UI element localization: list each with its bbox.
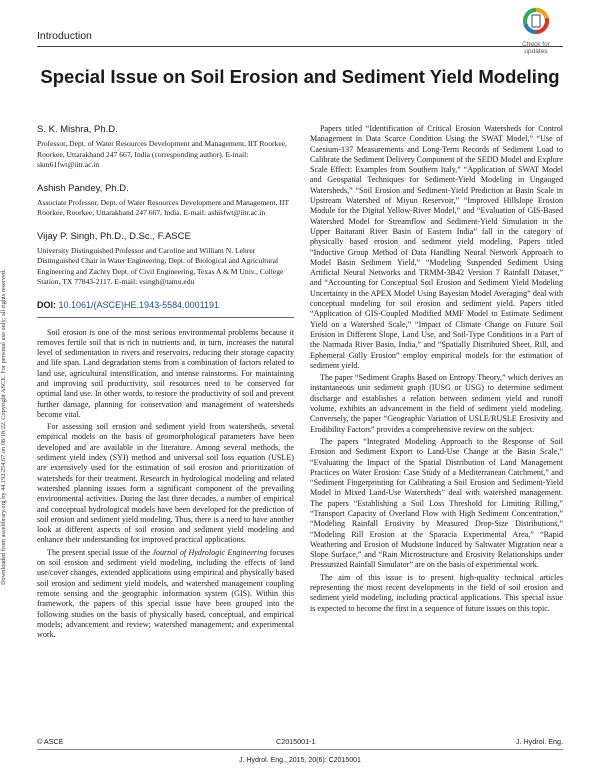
journal-name: Journal of Hydrologic Engineering (152, 547, 268, 557)
body-paragraph: For assessing soil erosion and sediment yield from watersheds, several empirical models on the basis of geomorphological parameters have been developed and are available in the literature. Among several methods, the sediment yield index (SYI) method and universal soil loss equation (USLE) are extensively used for the estimation of soil erosion and prioritization of watersheds for their treatment. Research in hydrological modeling and related watershed planning issues form a significant component of the prevailing environmental activities. During the last three decades, a number of empirical and conceptual hydrological models have been developed for the prediction of soil erosion and sediment yield modeling. Thus, there is a need to have another look at different aspects of soil erosion and sediment yield modeling and enhance their understanding for improved practical applications. (37, 422, 294, 545)
footer-journal: J. Hydrol. Eng. (515, 737, 563, 746)
author-name: Vijay P. Singh, Ph.D., D.Sc., F.ASCE (37, 230, 191, 242)
badge-line2: updates (524, 48, 548, 55)
check-updates-icon (521, 6, 551, 36)
left-column (37, 124, 294, 640)
footer-copyright: © ASCE (37, 737, 64, 746)
badge-line1: Check for (522, 41, 550, 48)
footer-page-id: C2015001-1 (276, 737, 316, 746)
doi-label: DOI: (37, 299, 56, 310)
section-label: Introduction (37, 30, 92, 42)
author-block (37, 183, 294, 219)
body-paragraph: Soil erosion is one of the most serious environmental problems because it removes fertile soil that is rich in nutrients and, in turn, increases the natural level of sedimentation in rivers and reservoirs, reducing their storage capacity and life span. Land degradation stems from a combination of factors related to land use, agricultural intensification, and intense rainstorms. For maintaining and improving soil productivity, soil resources need to be conserved for optimal land use. In other words, to restore the productivity of soil and prevent further damage, planning for conservation and management of watersheds become vital. (37, 327, 294, 419)
right-column (310, 124, 563, 614)
footer-citation: J. Hydrol. Eng., 2015, 20(6): C2015001 (239, 757, 361, 764)
body-paragraph (37, 548, 294, 641)
body-paragraph: Papers titled “Identification of Critical Erosion Watersheds for Control Management in Data Scarce Condition Using the SWAT Model,” “Use of Caesium-137 Measurements and Long-Term Records of Sediment Load to Calibrate the Sediment Delivery Component of the SEDD Model and Explore Scale Effect: Examples from Southern Italy,” “Application of SWAT Model and Geospatial Techniques for Sediment-Yield Modeling in Ungauged Watersheds,” “Soil Erosion and Sediment-Yield Prediction at Basin Scale in Upstream Watershed of Miyun Reservoir,” “Improved Hillslope Erosion Module for the Digital Yellow-River Model,” and “Evaluation of GIS-Based Watershed Model for Streamflow and Sediment-Yield Simulation in the Upper Baitarani River Basin of Eastern India” fall in the category of physically based erosion and sediment yield modeling. Papers titled “Inductive Group Method of Data Handling Neural Network Approach to Model Basin Sediment Yield,” “Modeling Suspended Sediment Using Artificial Neural Networks and TRMM-3B42 Version 7 Rainfall Dataset,” and “Accounting for Conceptual Soil Erosion and Sediment Yield Modeling Uncertainty in the APEX Model Using Bayesian Model Averaging” deal with conceptual modeling for soil erosion and sediment yield. Papers titled “Application of GIS-Coupled Modified MMF Model to Estimate Sediment Yield on a Watershed Scale,” “Impact of Climate Change on Future Soil Erosion in Different Slope, Land Use, and Soil-Type Conditions in a Part of the Narmada River Basin, India,” and “Spatially Distributed Sheet, Rill, and Ephemeral Gully Erosion” employ empirical models for the estimation of sediment yield. (310, 124, 563, 370)
doi-rule (37, 317, 294, 318)
author-name: S. K. Mishra, Ph.D. (37, 124, 118, 135)
footer-rule (37, 749, 563, 750)
doi-link[interactable]: 10.1061/(ASCE)HE.1943-5584.0001191 (58, 299, 219, 310)
page-title: Special Issue on Soil Erosion and Sediment Yield Modeling (40, 66, 560, 87)
body-paragraph: The paper “Sediment Graphs Based on Entropy Theory,” which derives an instantaneous unit sediment graph (IUSG or USG) to determine sediment discharge and establishes a relation between sediment yield and runoff volume, exhibits an advancement in the field of sediment yield modeling. Conversely, the paper “Geographic Variation of USLE/RUSLE Erosivity and Erodibility Factors” provides a comprehensive review on the subject. (310, 373, 563, 434)
author-affiliation: Associate Professor, Dept. of Water Resources Development and Management, IIT Roorkee, Roorkee, Uttarakhand 247 667, India. E-mail: ashisfwt@iitr.ac.in (37, 197, 289, 217)
paragraph-text: The present special issue of the (47, 547, 153, 557)
author-affiliation: Professor, Dept. of Water Resources Development and Management, IIT Roorkee, Roorkee, Uttarakhand 247 667, India (corresponding author). E-mail: skm61fwt@iitr.ac.in (37, 139, 287, 169)
author-affiliation: University Distinguished Professor and Caroline and William N. Lehrer Distinguished Chair in Water Engineering, Dept. of Biological and Agricultural Engineering and Zachry Dept. of Civil Engineering, Texas A & M Univ., College Station, TX 77843-2117. E-mail: vsingh@tamu.edu (37, 245, 284, 286)
header-rule (37, 46, 563, 47)
paragraph-text: focuses on soil erosion and sediment yield modeling, including the effects of land use/cover changes, extended applications using empirical and physically based soil erosion and sediment yield models, and watershed management coupling remote sensing and the geographic information system (GIS). Within this framework, the papers of this special issue have been grouped into the following studies on the basis of physically based, conceptual, and empirical models; advancement and review; watershed management; and experimental work. (37, 547, 295, 640)
body-paragraph: The papers “Integrated Modeling Approach to the Response of Soil Erosion and Sediment Export to Land-Use Change at the Basin Scale,” “Evaluating the Impact of the Spatial Distribution of Land Management Practices on Water Erosion: Case Study of a Mediterranean Catchment,” and “Sediment Fingerprinting for Calibrating a Soil Erosion and Sediment-Yield Model in Mixed Land-Use Watersheds” deal with watershed management. The papers “Establishing a Soil Loss Threshold for Limiting Rilling,” “Transport Capacity of Overland Flow with High Sediment Concentration,” “Modeling Rainfall Erosivity by Measured Drop-Size Distributions,” “Modeling Rill Erosion at the Sparacia Experimental Area,” “Rapid Weathering and Erosion of Mudstone Induced by Saltwater Migration near a Slope Surface,” and “Rain Microstructure and Erosivity Relationships under Pressurized Rainfall Simulator” are on the basis of experimental work. (310, 436, 563, 570)
body-paragraph: The aim of this issue is to present high-quality technical articles representing the most recent developments in the field of soil erosion and sediment yield modeling, including practical applications. This special issue is expected to become the first in a sequence of future issues on this topic. (310, 572, 563, 613)
doi-line (37, 300, 294, 310)
author-block (37, 231, 294, 288)
author-block (37, 124, 294, 171)
author-name: Ashish Pandey, Ph.D. (37, 182, 129, 194)
check-for-updates-badge[interactable] (514, 6, 558, 62)
download-note: Downloaded from ascelibrary.org by 44.192.254.67 on 08/18/22. Copyright ASCE. For personal use only; all rights reserved. (0, 269, 7, 585)
